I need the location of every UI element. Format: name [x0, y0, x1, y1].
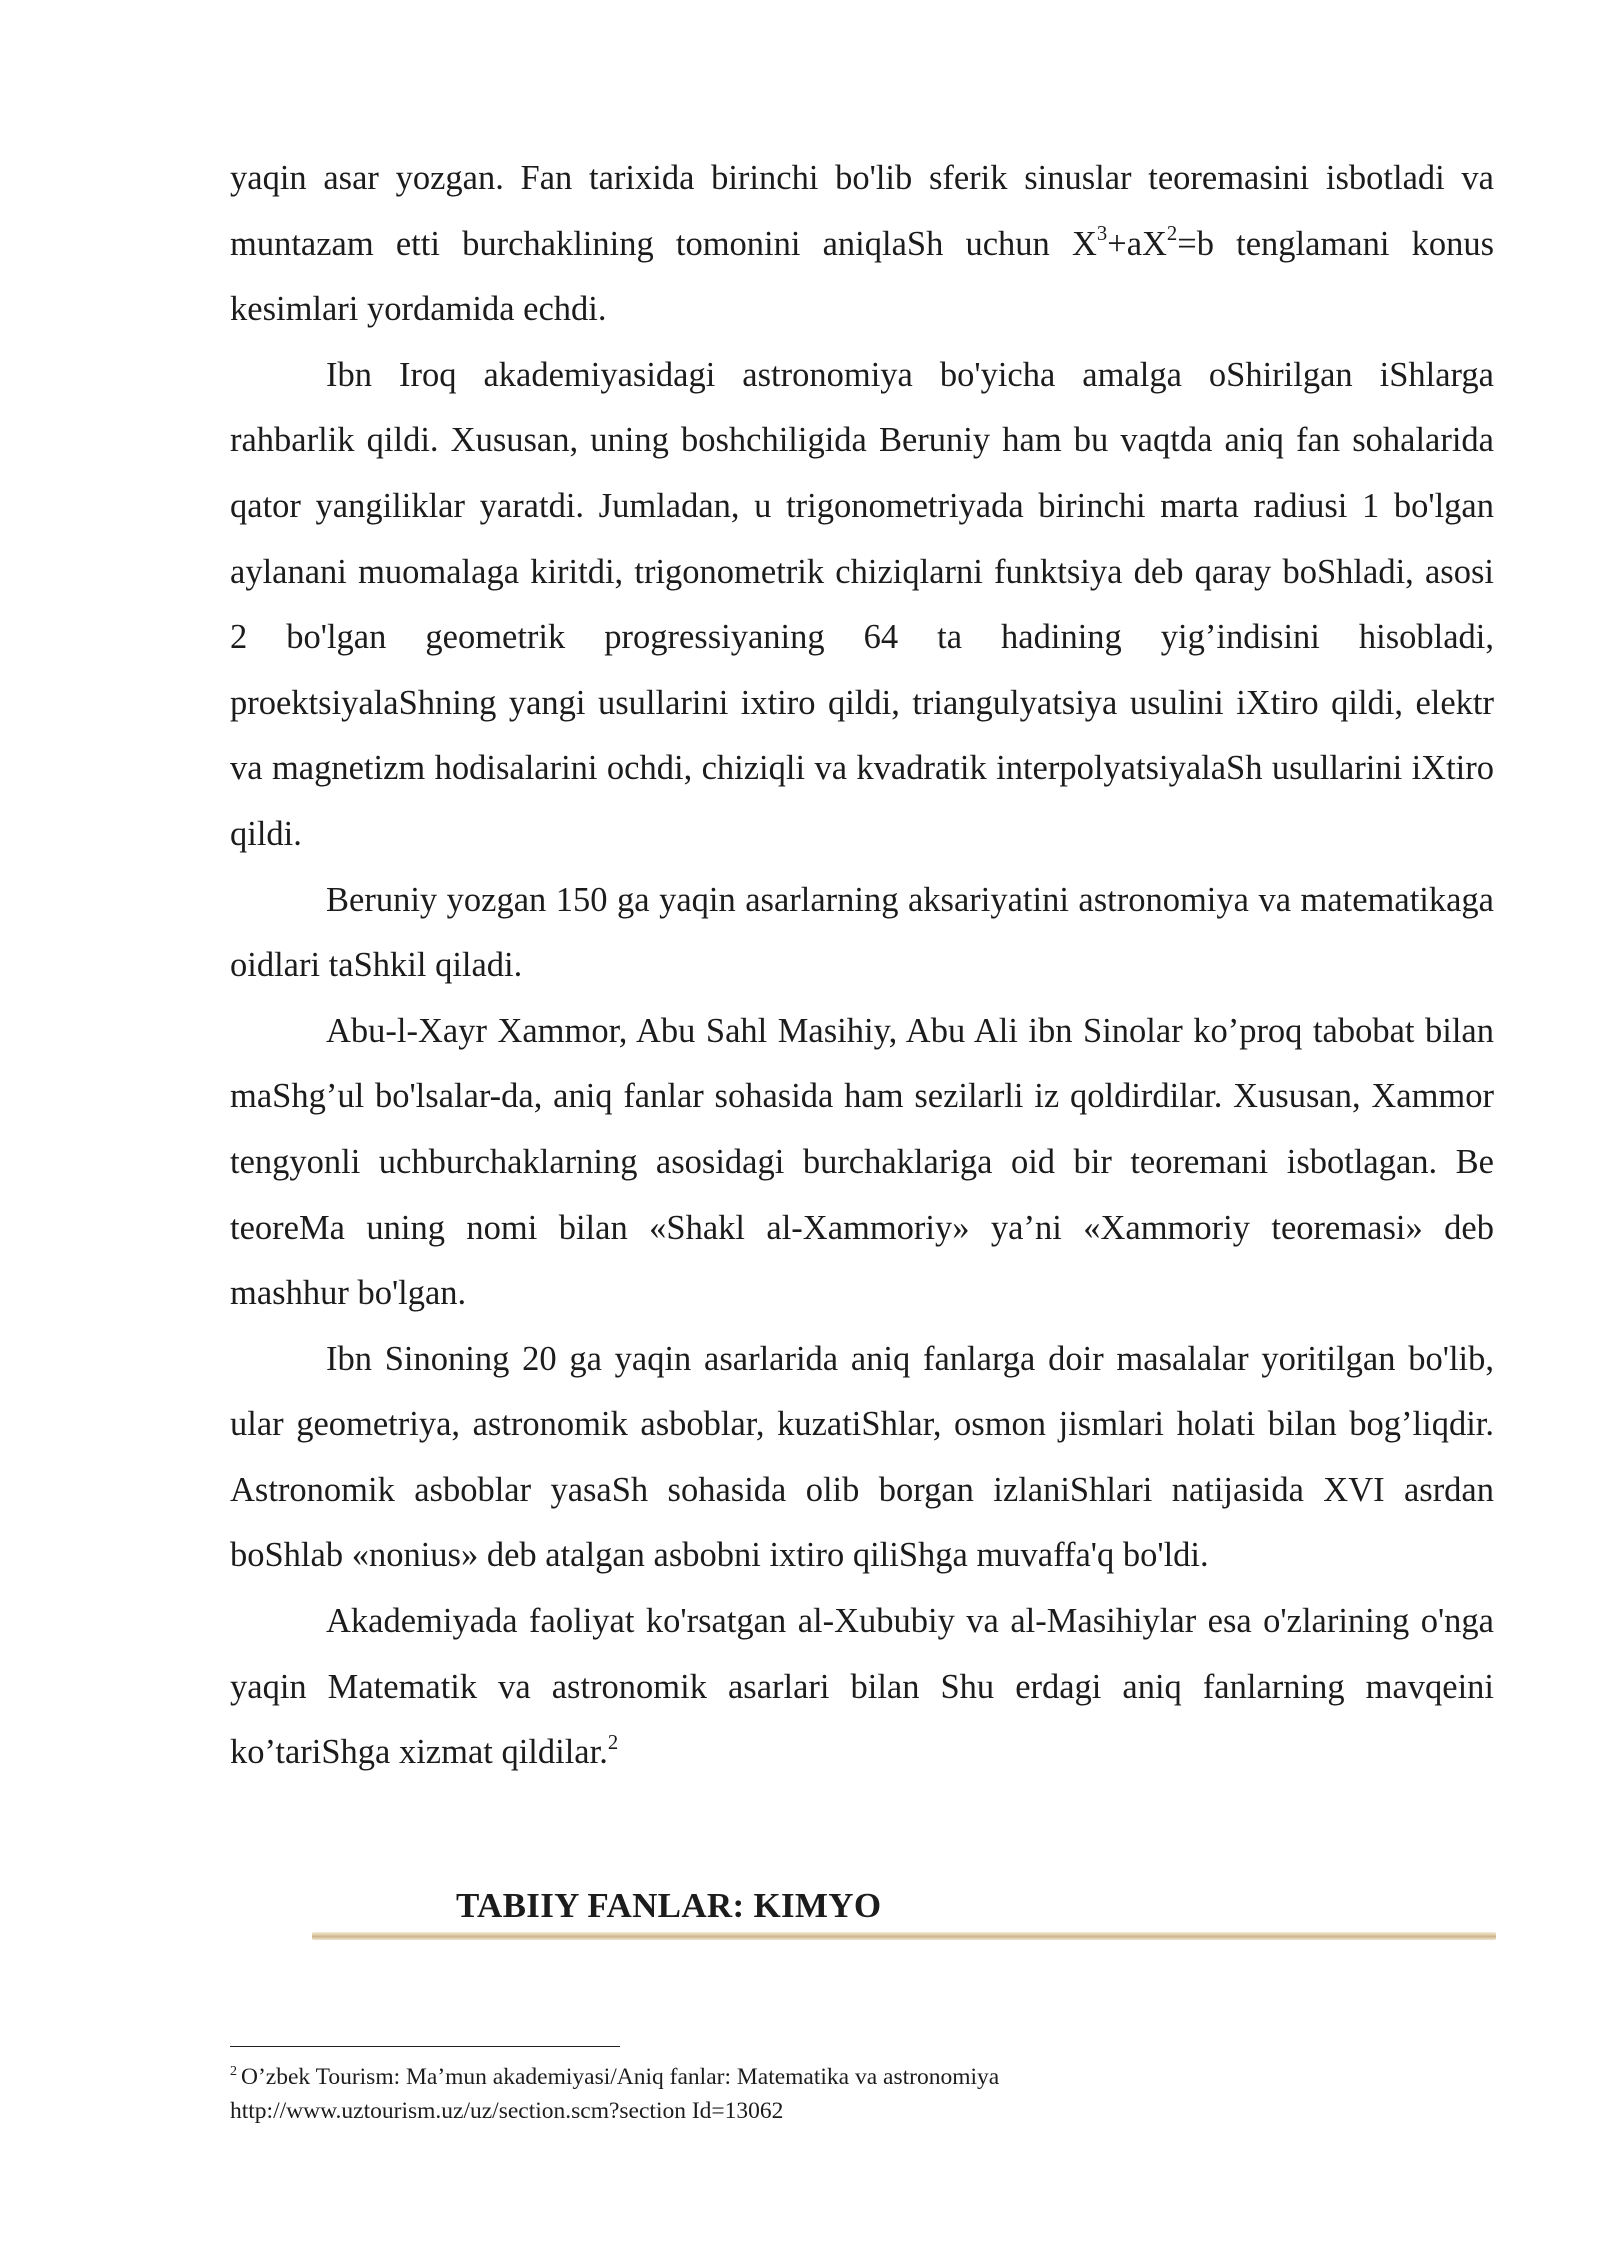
- paragraph-3: Beruniy yozgan 150 ga yaqin asarlarning aksariyatini astronomiya va matematikaga oidlari taShkil qiladi.: [230, 880, 1494, 985]
- paragraph-1: yaqin asar yozgan. Fan tarixida birinchi bo'lib sferik sinuslar teoremasini isbotladi va muntazam etti burchaklining tomonini aniqlaSh uchun $X^3+aX^2=b$ tenglamani konus kesimlari yordamida echdi.: [230, 159, 1494, 329]
- footnote-reference[interactable]: 2: [607, 1731, 619, 1754]
- footnote: [230, 2062, 1430, 2127]
- footnote-line-1: $^2$ O’zbek Tourism: Ma’mun akademiyasi/Aniq fanlar: Matematika va astronomiya: [230, 2064, 1000, 2090]
- superscript-3: 3: [1096, 223, 1108, 246]
- superscript-2: 2: [1166, 223, 1178, 246]
- paragraph-6: Akademiyada faoliyat ko'rsatgan al-Xububiy va al-Masihiylar esa o'zlarining o'nga yaqin Matematik va astronomik asarlari bilan Shu erdagi aniq fanlarning mavqeini ko’tariShga xizmat qildilar.$^2$: [230, 1602, 1494, 1772]
- paragraph-4: Abu-l-Xayr Xammor, Abu Sahl Masihiy, Abu Ali ibn Sinolar ko’proq tabobat bilan maShg’ul bo'lsalar-da, aniq fanlar sohasida ham sezilarli iz qoldirdilar. Xususan, Xammor tengyonli uchburchaklarning asosidagi burchaklariga oid bir teoremani isbotlagan. Be teoreMa uning nomi bilan «Shakl al-Xammoriy» ya’ni «Xammoriy teoremasi» deb mashhur bo'lgan.: [230, 1011, 1494, 1313]
- paragraph-2: Ibn Iroq akademiyasidagi astronomiya bo'yicha amalga oShirilgan iShlarga rahbarlik qildi. Xususan, uning boshchiligida Beruniy ham bu vaqtda aniq fan sohalarida qator yangiliklar yaratdi. Jumladan, u trigonometriyada birinchi marta radiusi 1 bo'lgan aylanani muomalaga kiritdi, trigonometrik chiziqlarni funktsiya deb qaray boShladi, asosi 2 bo'lgan geometrik progressiyaning 64 ta hadining yig’indisini hisobladi, proektsiyalaShning yangi usullarini ixtiro qildi, triangulyatsiya usulini iXtiro qildi, elektr va magnetizm hodisalarini ochdi, chiziqli va kvadratik interpolyatsiyalaSh usullarini iXtiro qildi.: [230, 355, 1494, 853]
- section-heading: TABIIY FANLAR: KIMYO: [456, 1886, 882, 1925]
- heading-underline-divider: [312, 1932, 1496, 1940]
- footnote-link[interactable]: http://www.uztourism.uz/uz/section.scm?section Id=13062: [230, 2098, 784, 2124]
- footnote-separator: [230, 2046, 620, 2047]
- body-text: [230, 146, 1494, 1786]
- paragraph-5: Ibn Sinoning 20 ga yaqin asarlarida aniq fanlarga doir masalalar yoritilgan bo'lib, ular geometriya, astronomik asboblar, kuzatiShlar, osmon jismlari holati bilan bog’liqdir. Astronomik asboblar yasaSh sohasida olib borgan izlaniShlari natijasida XVI asrdan boShlab «nonius» deb atalgan asbobni ixtiro qiliShga muvaffa'q bo'ldi.: [230, 1339, 1494, 1575]
- footnote-number: 2: [230, 2064, 237, 2079]
